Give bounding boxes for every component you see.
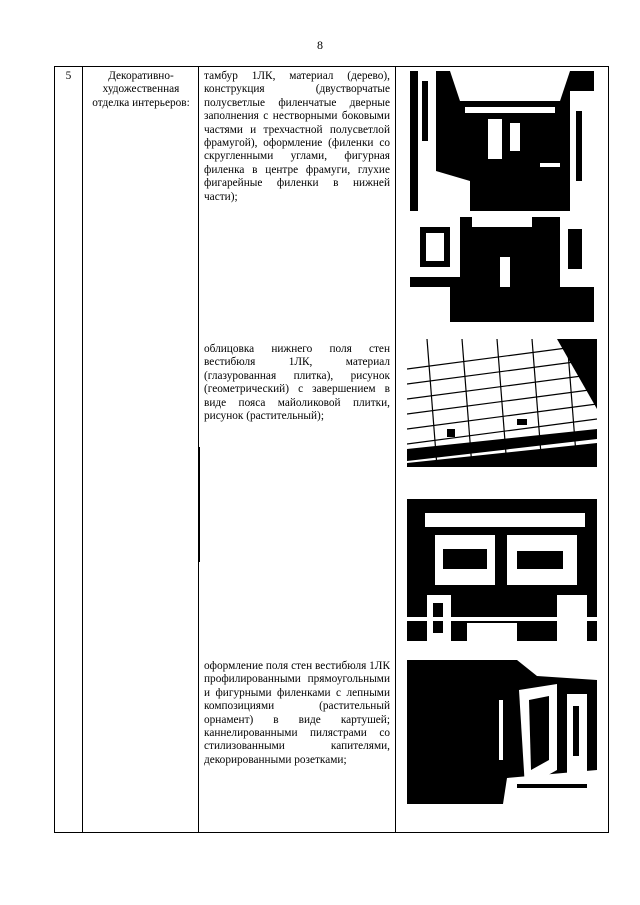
description-vestibule-door: тамбур 1ЛК, материал (дерево), конструкция (двустворчатые полусветлые филенчатые дверные заполнения с нестворными боковыми частями и трехчастной полусветлой фрамугой), оформление (филенки со скругленными углами, фигурная филенка в центре фрамуги, глухие фигарейные филенки в нижней части);: [204, 70, 390, 203]
description-wall-panels: оформление поля стен вестибюля 1ЛК профилированными прямоугольными и фигурными филенками с лепными композициями (растительный орнамент) в виде картушей; каннелированными пилястрами со стилизованными капителями, декорированными розетками;: [204, 660, 390, 766]
photo-wall-tiles: [407, 339, 597, 467]
column-divider: [82, 67, 83, 832]
row-number: 5: [65, 70, 72, 82]
row-title: Декоративно-художественная отделка интерьеров:: [92, 70, 190, 109]
column-divider-overlay: [199, 447, 200, 562]
photo-vestibule-interior: [407, 660, 597, 804]
description-wall-tiles: облицовка нижнего поля стен вестибюля 1ЛК, материал (глазурованная плитка), рисунок (геометрический) с завершением в виде пояса майоликовой плитки, рисунок (растительный);: [204, 343, 390, 423]
photo-wall-panels: [407, 499, 597, 641]
page-number: 8: [317, 38, 323, 52]
photo-vestibule-door: [410, 71, 594, 211]
photo-vestibule-door-detail: [410, 217, 594, 322]
column-divider: [395, 67, 396, 832]
monument-table: [54, 66, 609, 833]
